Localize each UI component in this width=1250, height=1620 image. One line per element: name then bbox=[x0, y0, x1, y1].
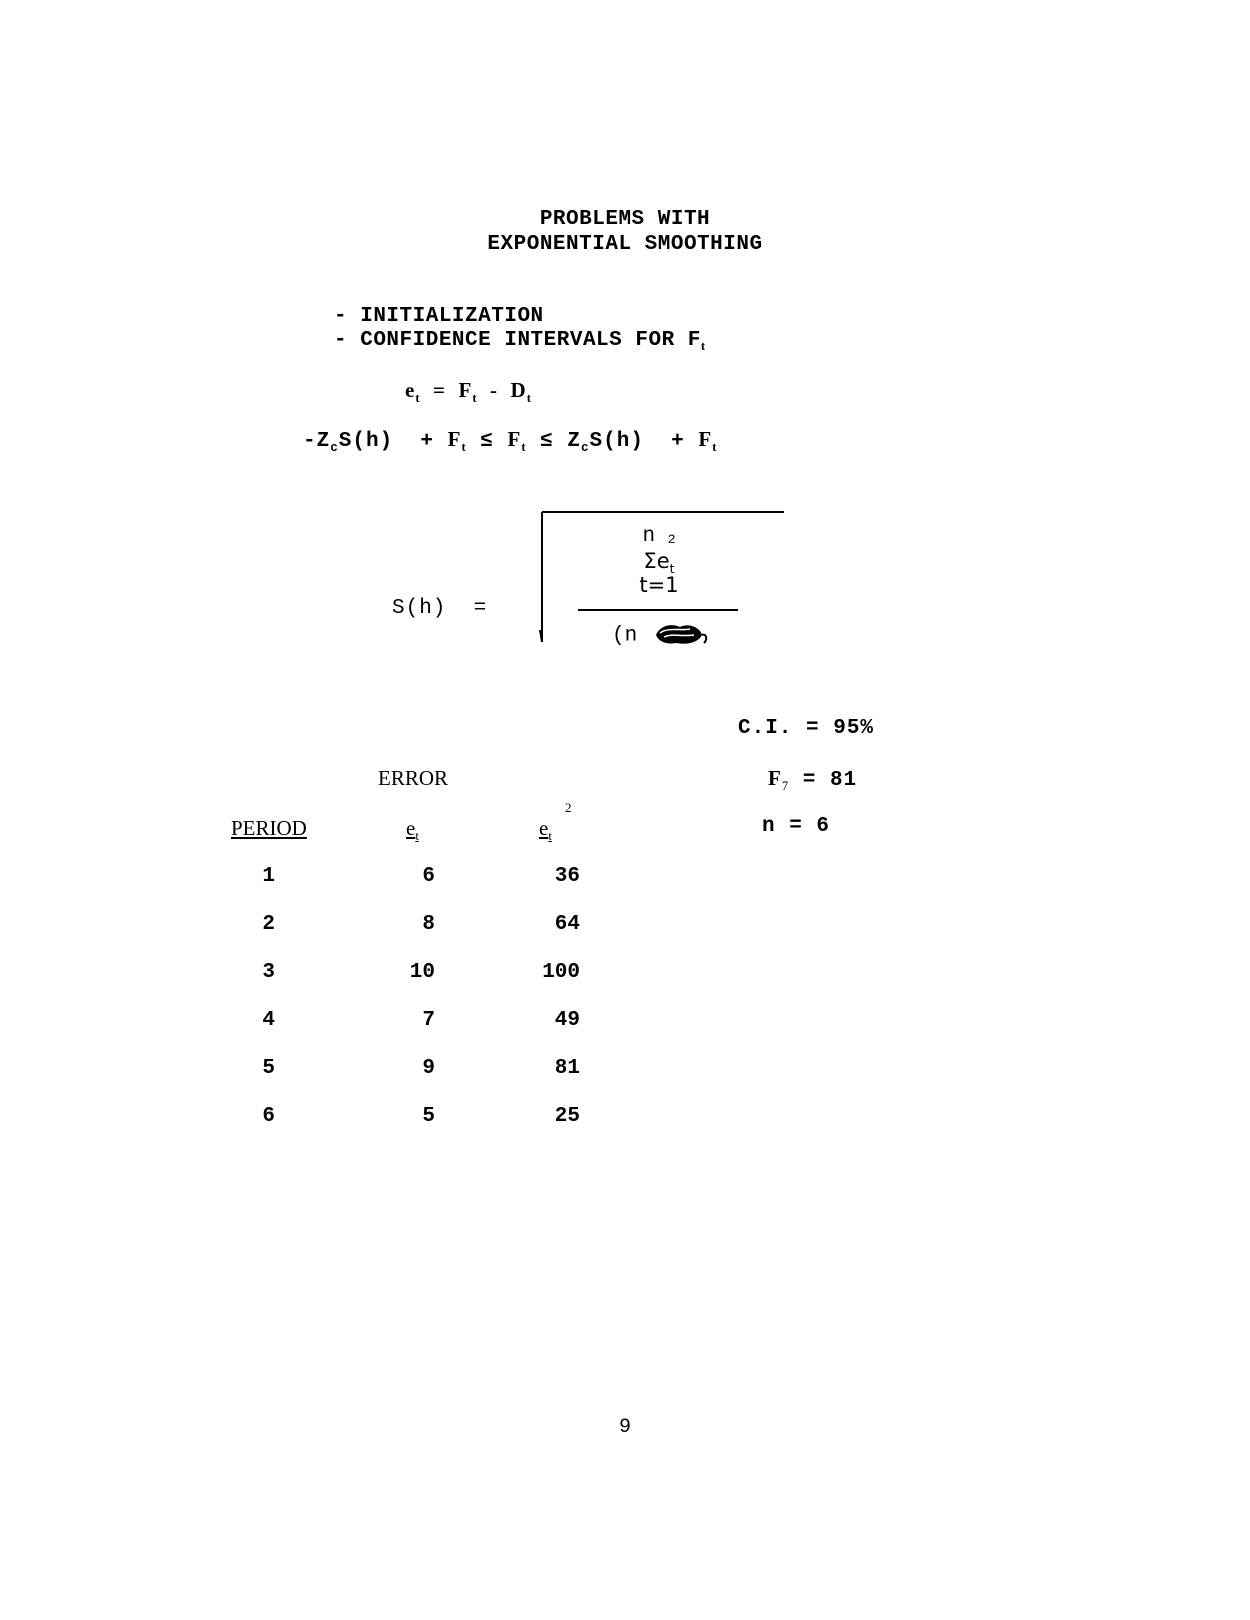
interval-formula: $-Z_cS(h) + F_t \le F_t \le Z_cS(h) + F_t$ bbox=[303, 427, 718, 456]
table-row bbox=[0, 865, 1250, 895]
period-cell: 4 bbox=[262, 1009, 275, 1032]
sample-size: n = 6 bbox=[762, 815, 831, 838]
error-squared-cell: 36 bbox=[554, 865, 580, 888]
sh-label: S(h) = bbox=[392, 597, 488, 620]
error-header: ERROR bbox=[378, 766, 449, 790]
e2-header: $e_t$ bbox=[539, 816, 552, 844]
confidence-interval: C.I. = 95% bbox=[738, 717, 875, 740]
error-squared-cell: 49 bbox=[554, 1009, 580, 1032]
page-number: 9 bbox=[618, 1416, 631, 1439]
table-row bbox=[0, 1009, 1250, 1039]
error-cell: 5 bbox=[422, 1105, 435, 1128]
error-cell: 7 bbox=[422, 1009, 435, 1032]
scribble-mark bbox=[650, 621, 710, 649]
error-equals: = bbox=[433, 378, 446, 402]
table-row bbox=[0, 1105, 1250, 1135]
error-d: D bbox=[510, 378, 527, 402]
error-minus: - bbox=[490, 378, 499, 402]
title-line-1: PROBLEMS WITH bbox=[539, 208, 711, 231]
error-e: e bbox=[405, 378, 416, 402]
bullet-text: INITIALIZATION bbox=[360, 305, 544, 328]
denominator: (n bbox=[612, 621, 710, 649]
bullet-dash: - bbox=[334, 329, 348, 352]
table-row bbox=[0, 1057, 1250, 1087]
bullet-text: CONFIDENCE INTERVALS FOR F bbox=[360, 329, 701, 352]
error-f: F bbox=[458, 378, 473, 402]
error-formula: $e_t = F_t - D_t$ bbox=[405, 378, 532, 406]
sum-upper-limit: n 2 bbox=[642, 525, 676, 548]
period-cell: 2 bbox=[262, 913, 275, 936]
sum-sigma: $\Sigma e_t$ bbox=[643, 549, 675, 577]
error-cell: 10 bbox=[409, 961, 435, 984]
bullet-dash: - bbox=[334, 305, 348, 328]
e2-power: 2 bbox=[565, 800, 572, 815]
error-cell: 9 bbox=[422, 1057, 435, 1080]
error-squared-cell: 64 bbox=[554, 913, 580, 936]
bullet-subscript: t bbox=[700, 339, 706, 354]
period-cell: 5 bbox=[262, 1057, 275, 1080]
sum-lower-limit: t=1 bbox=[639, 573, 679, 597]
e-header: $e_t$ bbox=[406, 816, 419, 844]
forecast-f7: $F_7 = 81$ bbox=[768, 766, 858, 794]
title-line-2: EXPONENTIAL SMOOTHING bbox=[487, 233, 763, 256]
error-squared-cell: 100 bbox=[542, 961, 580, 984]
error-cell: 6 bbox=[422, 865, 435, 888]
period-cell: 1 bbox=[262, 865, 275, 888]
error-cell: 8 bbox=[422, 913, 435, 936]
bullet-initialization bbox=[334, 305, 544, 328]
period-cell: 6 bbox=[262, 1105, 275, 1128]
error-table bbox=[0, 865, 1250, 1155]
bullet-confidence-intervals bbox=[334, 329, 706, 352]
period-header: PERIOD bbox=[231, 816, 307, 840]
period-cell: 3 bbox=[262, 961, 275, 984]
error-squared-cell: 81 bbox=[554, 1057, 580, 1080]
table-row bbox=[0, 913, 1250, 943]
error-squared-cell: 25 bbox=[554, 1105, 580, 1128]
table-row bbox=[0, 961, 1250, 991]
